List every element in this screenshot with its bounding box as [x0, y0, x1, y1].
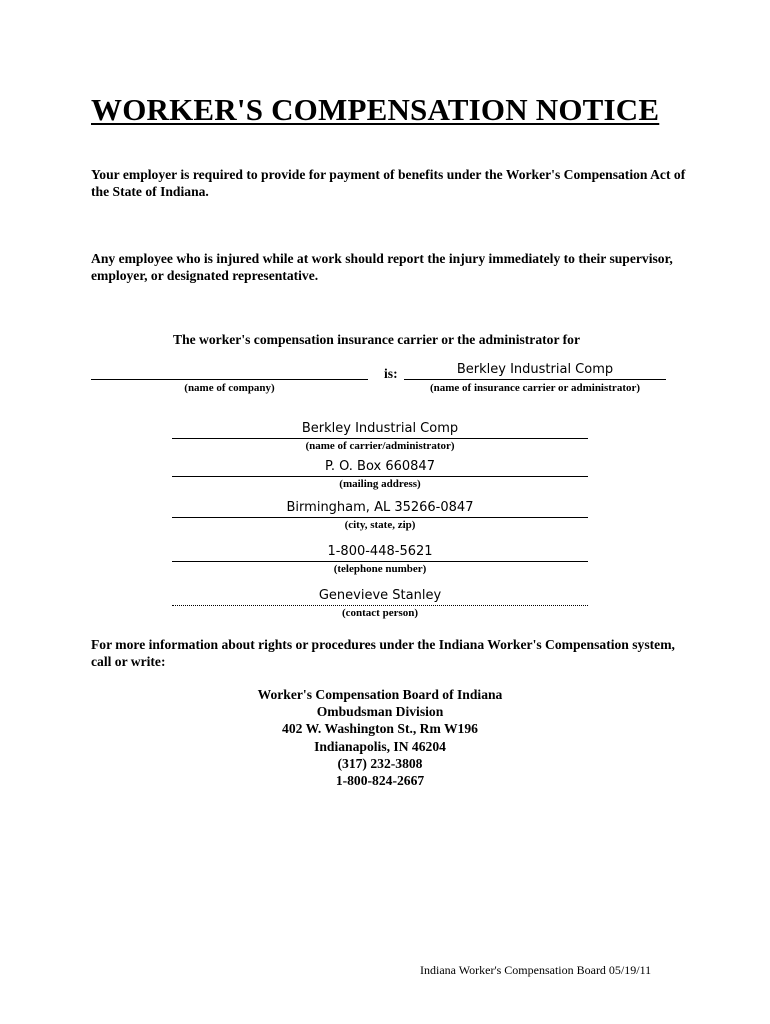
injury-reporting-paragraph: Any employee who is injured while at work should report the injury immediately to their supervisor, employer, or designated representative. — [91, 251, 673, 283]
carrier-caption: (name of insurance carrier or administrator) — [429, 382, 641, 394]
mailing-address-value[interactable]: P. O. Box 660847 — [325, 459, 435, 474]
carrier-admin-value[interactable]: Berkley Industrial Comp — [301, 421, 459, 436]
is-label: is: — [384, 366, 398, 381]
board-phone: (317) 232-3808 — [337, 755, 423, 771]
mailing-address-caption: (mailing address) — [339, 478, 421, 490]
telephone-caption: (telephone number) — [333, 563, 427, 575]
city-state-zip-value[interactable]: Birmingham, AL 35266-0847 — [286, 500, 474, 515]
city-state-zip-caption: (city, state, zip) — [344, 519, 416, 531]
contact-person-value[interactable]: Genevieve Stanley — [318, 588, 442, 603]
carrier-admin-line — [172, 438, 588, 439]
board-address-block — [210, 686, 550, 789]
carrier-line — [404, 379, 666, 380]
employer-requirement-paragraph: Your employer is required to provide for payment of benefits under the Worker's Compensation Act of the State of Indiana. — [91, 167, 686, 199]
carrier-value[interactable]: Berkley Industrial Comp — [456, 362, 614, 377]
telephone-value[interactable]: 1-800-448-5621 — [327, 544, 433, 559]
telephone-line — [172, 561, 588, 562]
contact-person-caption: (contact person) — [341, 607, 419, 619]
board-division: Ombudsman Division — [316, 704, 444, 720]
board-street: 402 W. Washington St., Rm W196 — [282, 721, 478, 737]
footer-text: Indiana Worker's Compensation Board 05/19/11 — [420, 963, 652, 977]
carrier-admin-caption: (name of carrier/administrator) — [305, 440, 455, 452]
more-info-paragraph: For more information about rights or procedures under the Indiana Worker's Compensation system, call or write: — [91, 637, 675, 669]
notice-title: WORKER'S COMPENSATION NOTICE — [91, 92, 660, 127]
company-name-line — [91, 379, 368, 380]
board-city: Indianapolis, IN 46204 — [314, 738, 446, 754]
carrier-intro-text: The worker's compensation insurance carrier or the administrator for — [173, 332, 581, 347]
board-name: Worker's Compensation Board of Indiana — [257, 687, 503, 702]
mailing-address-line — [172, 476, 588, 477]
city-state-zip-line — [172, 517, 588, 518]
company-name-caption: (name of company) — [184, 382, 275, 394]
board-tollfree: 1-800-824-2667 — [335, 773, 425, 789]
contact-person-line — [172, 605, 588, 606]
